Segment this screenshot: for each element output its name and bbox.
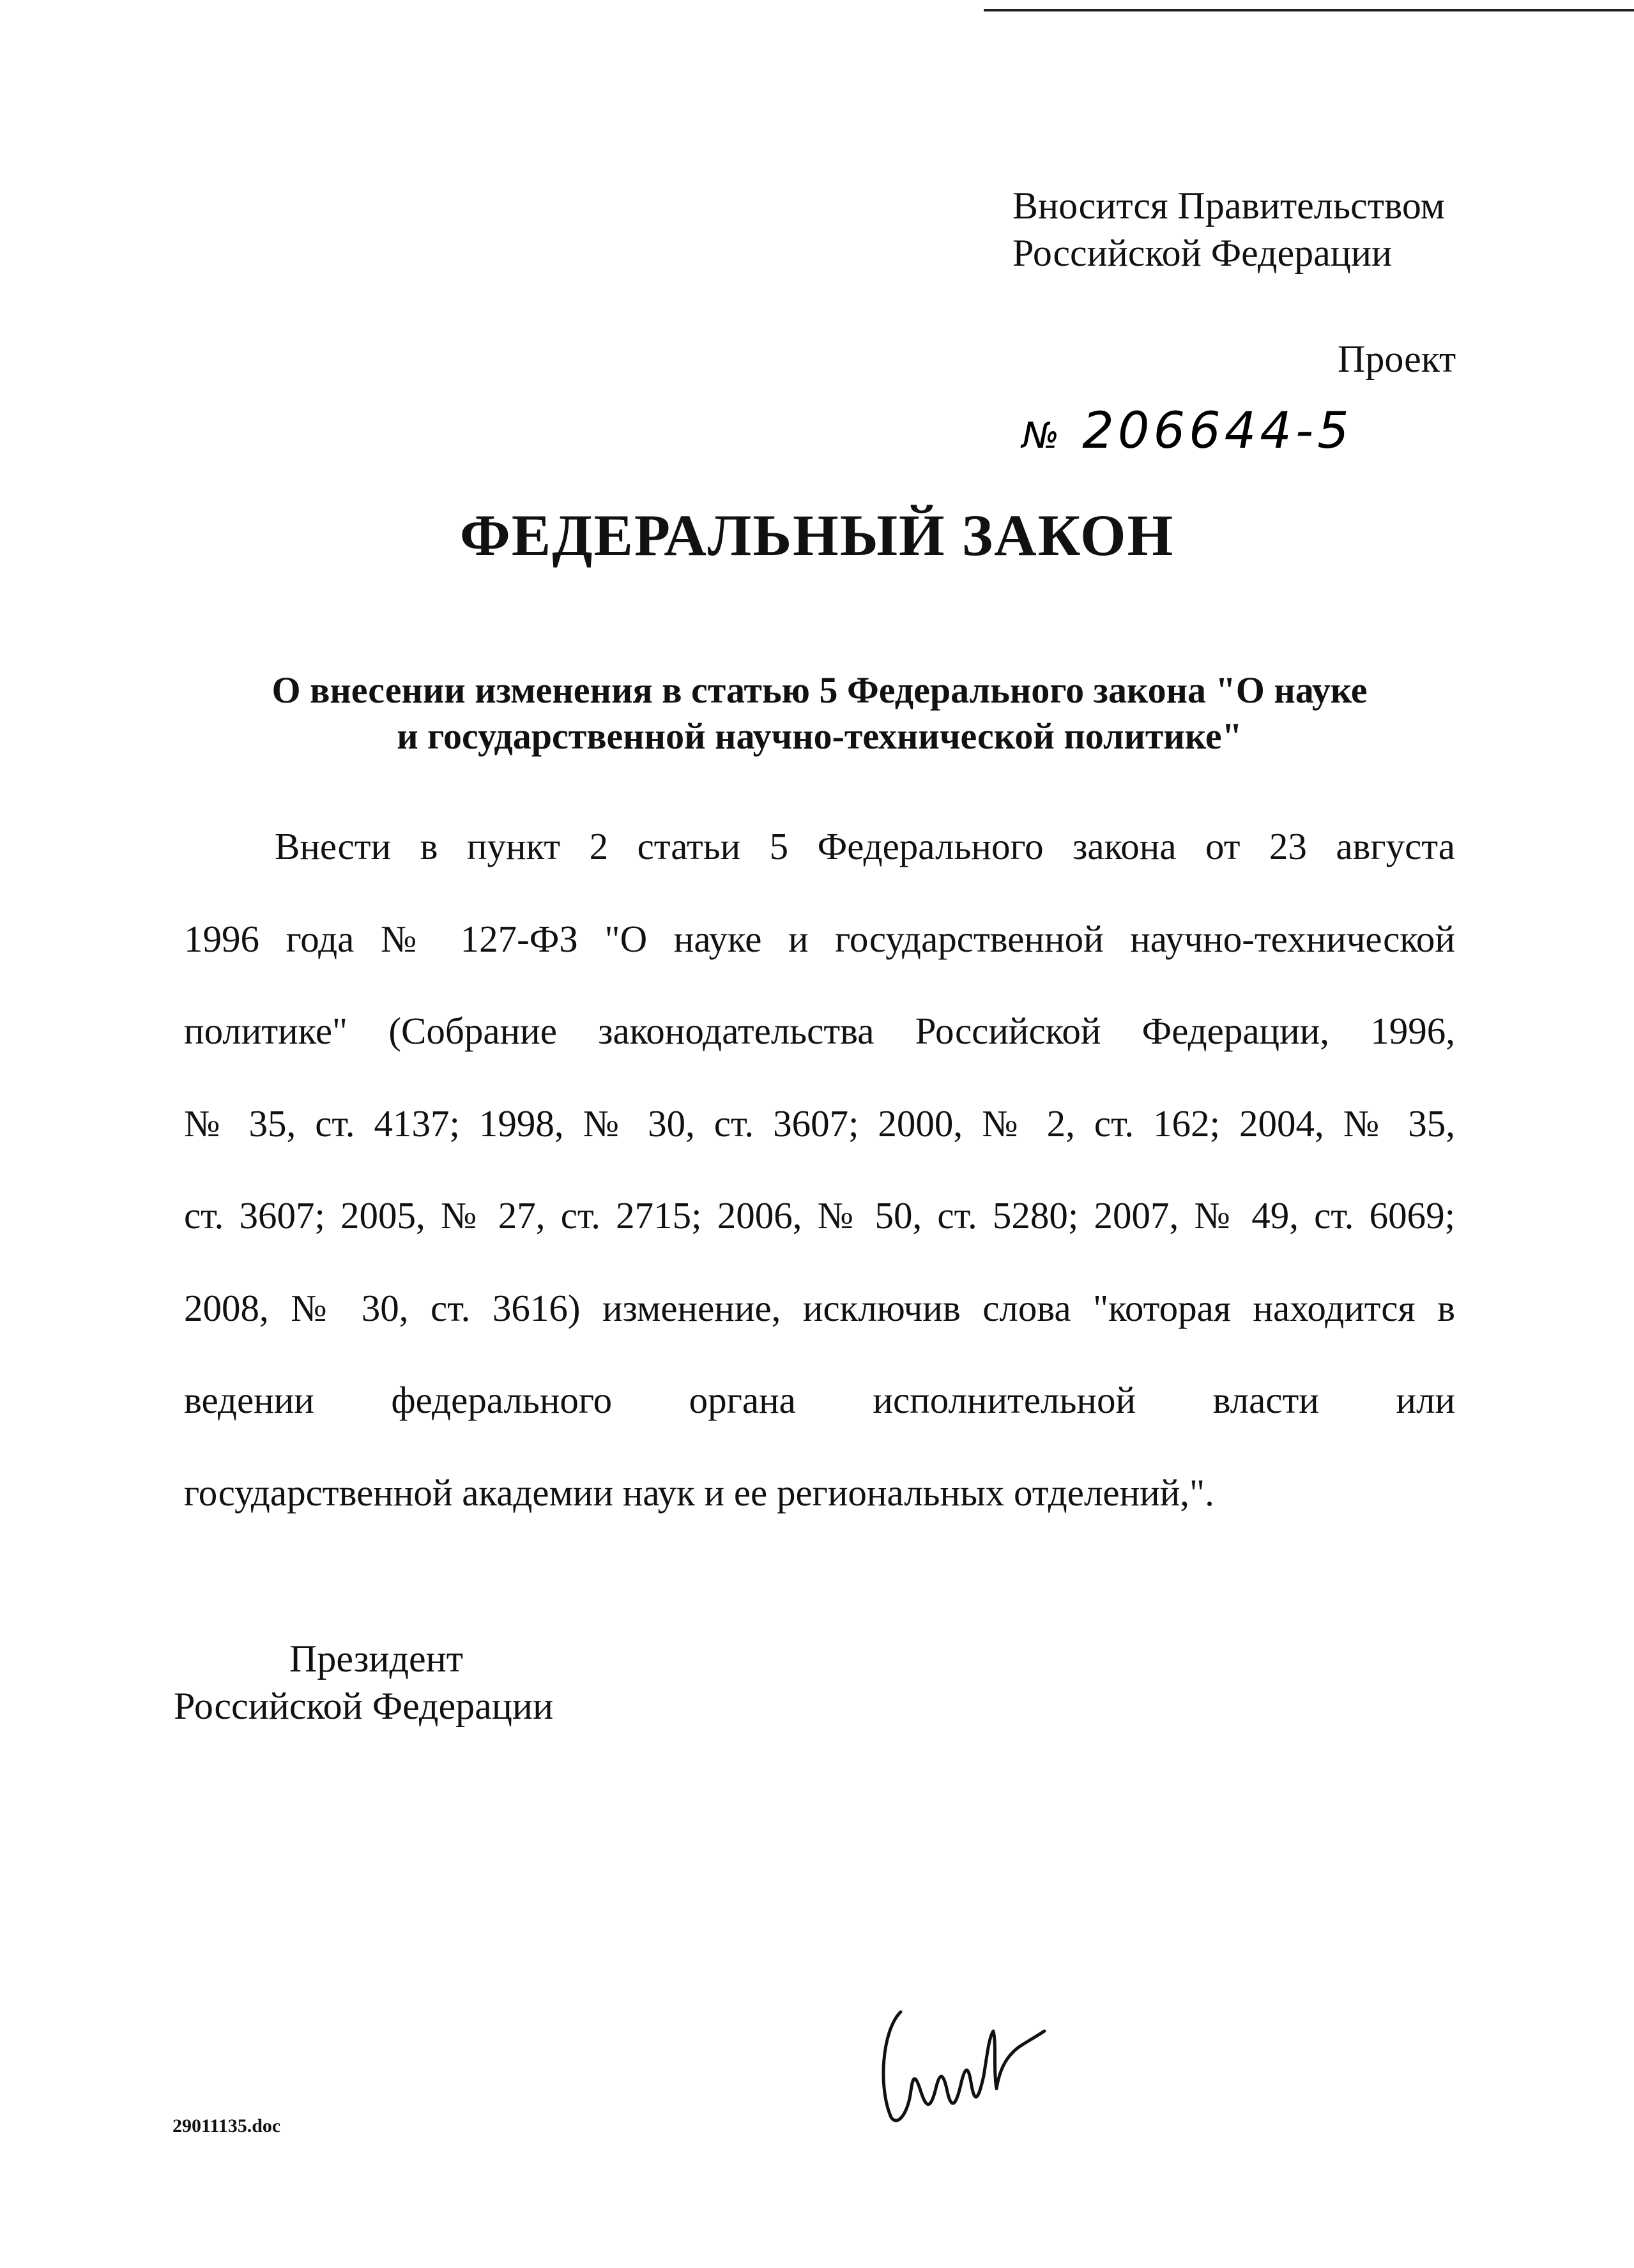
signatory-title-line-2: Российской Федерации	[174, 1685, 554, 1727]
signatory-title: Президент	[289, 1638, 463, 1680]
subtitle-line-2: и государственной научно-технической политике"	[397, 715, 1242, 757]
document-subtitle	[184, 667, 1455, 759]
introduced-by-line-2: Российской Федерации	[1012, 232, 1393, 274]
body-line: 1996 года № 127-ФЗ "О науке и государственной научно-технической	[184, 917, 1455, 960]
signatory-block	[174, 1635, 553, 1730]
introduced-by	[1012, 182, 1445, 277]
number-sign: №	[1022, 415, 1064, 457]
body-line: ст. 3607; 2005, № 27, ст. 2715; 2006, № 50, ст. 5280; 2007, № 49, ст. 6069;	[184, 1194, 1455, 1237]
handwritten-registration-number	[1022, 402, 1353, 460]
body-line: № 35, ст. 4137; 1998, № 30, ст. 3607; 2000, № 2, ст. 162; 2004, № 35,	[184, 1102, 1455, 1145]
top-rule	[984, 9, 1634, 11]
body-line: Внести в пункт 2 статьи 5 Федерального закона от 23 августа	[275, 825, 1455, 867]
body-line: государственной академии наук и ее региональных отделений,".	[184, 1471, 1214, 1514]
introduced-by-line-1: Вносится Правительством	[1012, 185, 1445, 227]
body-text	[184, 821, 1455, 1559]
footer-filename: 29011135.doc	[172, 2115, 281, 2136]
handwritten-signature	[875, 1993, 1054, 2133]
registration-number: 206644-5	[1082, 402, 1353, 460]
document-title: ФЕДЕРАЛЬНЫЙ ЗАКОН	[459, 503, 1175, 568]
subtitle-line-1: О внесении изменения в статью 5 Федерального закона "О науке	[271, 669, 1368, 711]
draft-label: Проект	[1338, 338, 1456, 380]
body-line: политике" (Собрание законодательства Российской Федерации, 1996,	[184, 1010, 1455, 1052]
body-line: 2008, № 30, ст. 3616) изменение, исключив слова "которая находится в	[184, 1286, 1455, 1329]
body-line: ведении федерального органа исполнительной власти или	[184, 1379, 1455, 1421]
